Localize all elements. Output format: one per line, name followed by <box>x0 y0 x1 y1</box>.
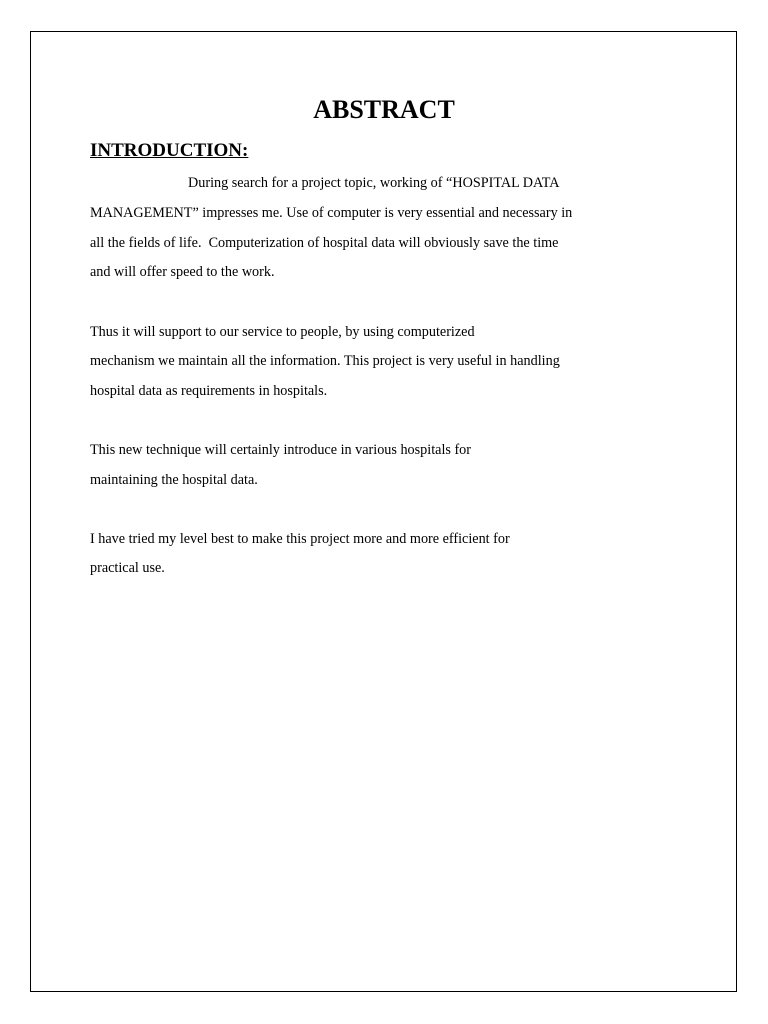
paragraph-line: MANAGEMENT” impresses me. Use of computer is very essential and necessary in <box>90 205 573 221</box>
paragraph-line: and will offer speed to the work. <box>90 264 275 280</box>
paragraph-line: I have tried my level best to make this project more and more efficient for <box>90 531 510 547</box>
paragraph-line: hospital data as requirements in hospitals. <box>90 383 328 399</box>
document-title: ABSTRACT <box>313 95 455 124</box>
paragraph-line: mechanism we maintain all the information. This project is very useful in handling <box>90 353 560 369</box>
paragraph-line: Thus it will support to our service to people, by using computerized <box>90 324 475 340</box>
paragraph-line: During search for a project topic, working of “HOSPITAL DATA <box>188 175 560 191</box>
paragraph-line: all the fields of life. Computerization of hospital data will obviously save the time <box>90 235 559 251</box>
paragraph-line: This new technique will certainly introduce in various hospitals for <box>90 442 471 458</box>
section-heading-introduction: INTRODUCTION: <box>90 140 249 161</box>
paragraph-line: maintaining the hospital data. <box>90 472 258 488</box>
paragraph-line: practical use. <box>90 560 165 576</box>
